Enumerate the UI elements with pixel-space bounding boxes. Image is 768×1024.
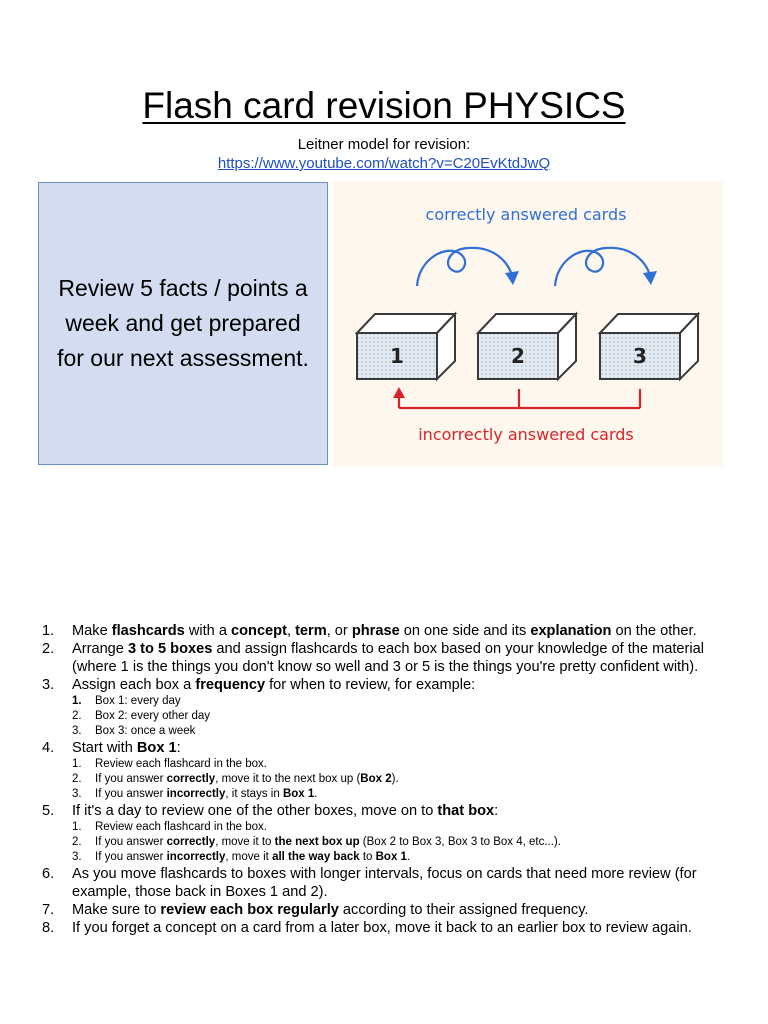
instruction-text	[72, 677, 475, 693]
review-callout-text: Review 5 facts / points a week and get prepared for our next assessment.	[57, 275, 309, 371]
instruction-text	[72, 803, 498, 819]
text-run: concept	[231, 623, 287, 639]
instruction-item	[40, 739, 740, 802]
text-run: for when to review, for example:	[265, 677, 476, 693]
text-run: If you forget a concept on a card from a later box, move it back to an earlier box to review again.	[72, 920, 692, 936]
sub-item-text	[95, 788, 317, 800]
text-run: correctly	[166, 773, 216, 785]
box-3-label: 3	[633, 344, 647, 368]
correct-arrow-2	[555, 248, 657, 286]
instruction-number: 8.	[42, 920, 55, 936]
text-run: As you move flashcards to boxes with longer intervals, focus on cards that need more review (for example, those back in Boxes 1 and 2).	[72, 866, 697, 900]
video-link[interactable]: https://www.youtube.com/watch?v=C20EvKtdJwQ	[217, 155, 551, 172]
sub-item-text	[95, 710, 210, 722]
subtitle: Leitner model for revision:	[297, 136, 471, 153]
box-2-label: 2	[511, 344, 525, 368]
sub-item-number: 1.	[72, 695, 82, 707]
incorrect-label: incorrectly answered cards	[418, 425, 634, 444]
instruction-number: 4.	[42, 740, 55, 756]
text-run: Box 2: every other day	[95, 710, 211, 722]
sub-item-text	[95, 725, 195, 737]
sub-item-number: 1.	[72, 821, 82, 833]
sub-item	[72, 820, 740, 835]
sub-item	[72, 772, 740, 787]
sub-item	[72, 850, 740, 865]
text-run: on one side and its	[399, 623, 531, 639]
instruction-text	[72, 866, 697, 900]
text-run: 3 to 5 boxes	[127, 641, 213, 657]
text-run: , move it	[225, 851, 273, 863]
text-run: phrase	[351, 623, 400, 639]
text-run: Assign each box a	[72, 677, 196, 693]
sub-item-text	[95, 773, 399, 785]
text-run: the next box up	[274, 836, 360, 848]
sub-item-text	[95, 836, 561, 848]
text-run: , it stays in	[225, 788, 283, 800]
instruction-item	[40, 919, 740, 937]
sub-item-number: 2.	[72, 836, 82, 848]
text-run: all the way back	[272, 851, 360, 863]
page-title: Flash card revision PHYSICS	[142, 85, 626, 126]
instruction-item	[40, 865, 740, 901]
sub-item-number: 3.	[72, 788, 82, 800]
text-run: term	[295, 623, 327, 639]
text-run: , move it to the next box up (	[215, 773, 361, 785]
sub-item	[72, 724, 740, 739]
text-run: according to their assigned frequency.	[338, 902, 589, 918]
leitner-diagram-svg	[333, 181, 723, 466]
review-callout	[38, 182, 328, 465]
text-run: review each box regularly	[160, 902, 339, 918]
text-run: :	[176, 740, 181, 756]
sub-item	[72, 835, 740, 850]
text-run: Box 3: once a week	[95, 725, 196, 737]
text-run: :	[494, 803, 499, 819]
sub-item-text	[95, 851, 410, 863]
text-run: on the other.	[611, 623, 697, 639]
leitner-diagram	[333, 181, 723, 466]
instruction-text	[72, 920, 692, 936]
instruction-item	[40, 622, 740, 640]
text-run: Review each flashcard in the box.	[95, 821, 267, 833]
text-run: frequency	[195, 677, 266, 693]
sub-item	[72, 709, 740, 724]
text-run: Make sure to	[72, 902, 161, 918]
sub-list	[72, 694, 740, 739]
instruction-item	[40, 901, 740, 919]
sub-item-text	[95, 695, 181, 707]
sub-item-number: 1.	[72, 758, 82, 770]
correct-arrow-1	[417, 248, 519, 286]
instruction-number: 7.	[42, 902, 55, 918]
text-run: Box 1	[136, 740, 177, 756]
box-1-label: 1	[390, 344, 404, 368]
text-run: If you answer	[95, 836, 167, 848]
text-run: , or	[326, 623, 352, 639]
instruction-item	[40, 640, 740, 676]
text-run: Box 1: every day	[95, 695, 181, 707]
text-run: If you answer	[95, 788, 167, 800]
box-1	[357, 314, 455, 379]
text-run: ,	[286, 623, 296, 639]
text-run: Box 2	[360, 773, 392, 785]
instruction-text	[72, 623, 697, 639]
sub-item	[72, 757, 740, 772]
text-run: (Box 2 to Box 3, Box 3 to Box 4, etc...).	[359, 836, 561, 848]
instruction-item	[40, 676, 740, 739]
instruction-item	[40, 802, 740, 865]
text-run: flashcards	[111, 623, 185, 639]
instruction-number: 2.	[42, 641, 55, 657]
text-run: Arrange	[72, 641, 128, 657]
text-run: ).	[391, 773, 399, 785]
instruction-number: 5.	[42, 803, 55, 819]
instruction-number: 3.	[42, 677, 55, 693]
text-run: If you answer	[95, 851, 167, 863]
text-run: Start with	[72, 740, 137, 756]
text-run: .	[406, 851, 411, 863]
text-run: Review each flashcard in the box.	[95, 758, 267, 770]
box-2	[478, 314, 576, 379]
correct-label: correctly answered cards	[425, 205, 627, 224]
text-run: Make	[72, 623, 112, 639]
text-run: , move it to	[215, 836, 275, 848]
instruction-number: 1.	[42, 623, 55, 639]
text-run: Box 1	[375, 851, 407, 863]
text-run: If you answer	[95, 773, 167, 785]
sub-item-number: 3.	[72, 851, 82, 863]
instructions-list	[40, 622, 740, 937]
sub-item-number: 2.	[72, 773, 82, 785]
instruction-number: 6.	[42, 866, 55, 882]
sub-item	[72, 694, 740, 709]
text-run: correctly	[166, 836, 216, 848]
instruction-text	[72, 740, 181, 756]
instruction-text	[72, 641, 704, 675]
box-3	[600, 314, 698, 379]
text-run: .	[314, 788, 318, 800]
sub-item-text	[95, 821, 267, 833]
instruction-text	[72, 902, 588, 918]
sub-list	[72, 757, 740, 802]
text-run: to	[359, 851, 376, 863]
incorrect-arrow	[393, 387, 640, 408]
sub-item-text	[95, 758, 267, 770]
text-run: incorrectly	[166, 851, 226, 863]
text-run: incorrectly	[166, 788, 226, 800]
text-run: and assign flashcards to each box based on your knowledge of the material (where 1 is the things you don't know so well and 3 or 5 is the things you're pretty confident with).	[72, 641, 704, 675]
text-run: If it's a day to review one of the other boxes, move on to	[72, 803, 438, 819]
sub-list	[72, 820, 740, 865]
text-run: Box 1	[282, 788, 315, 800]
sub-item	[72, 787, 740, 802]
text-run: with a	[184, 623, 231, 639]
text-run: explanation	[530, 623, 612, 639]
text-run: that box	[437, 803, 495, 819]
sub-item-number: 2.	[72, 710, 82, 722]
sub-item-number: 3.	[72, 725, 82, 737]
